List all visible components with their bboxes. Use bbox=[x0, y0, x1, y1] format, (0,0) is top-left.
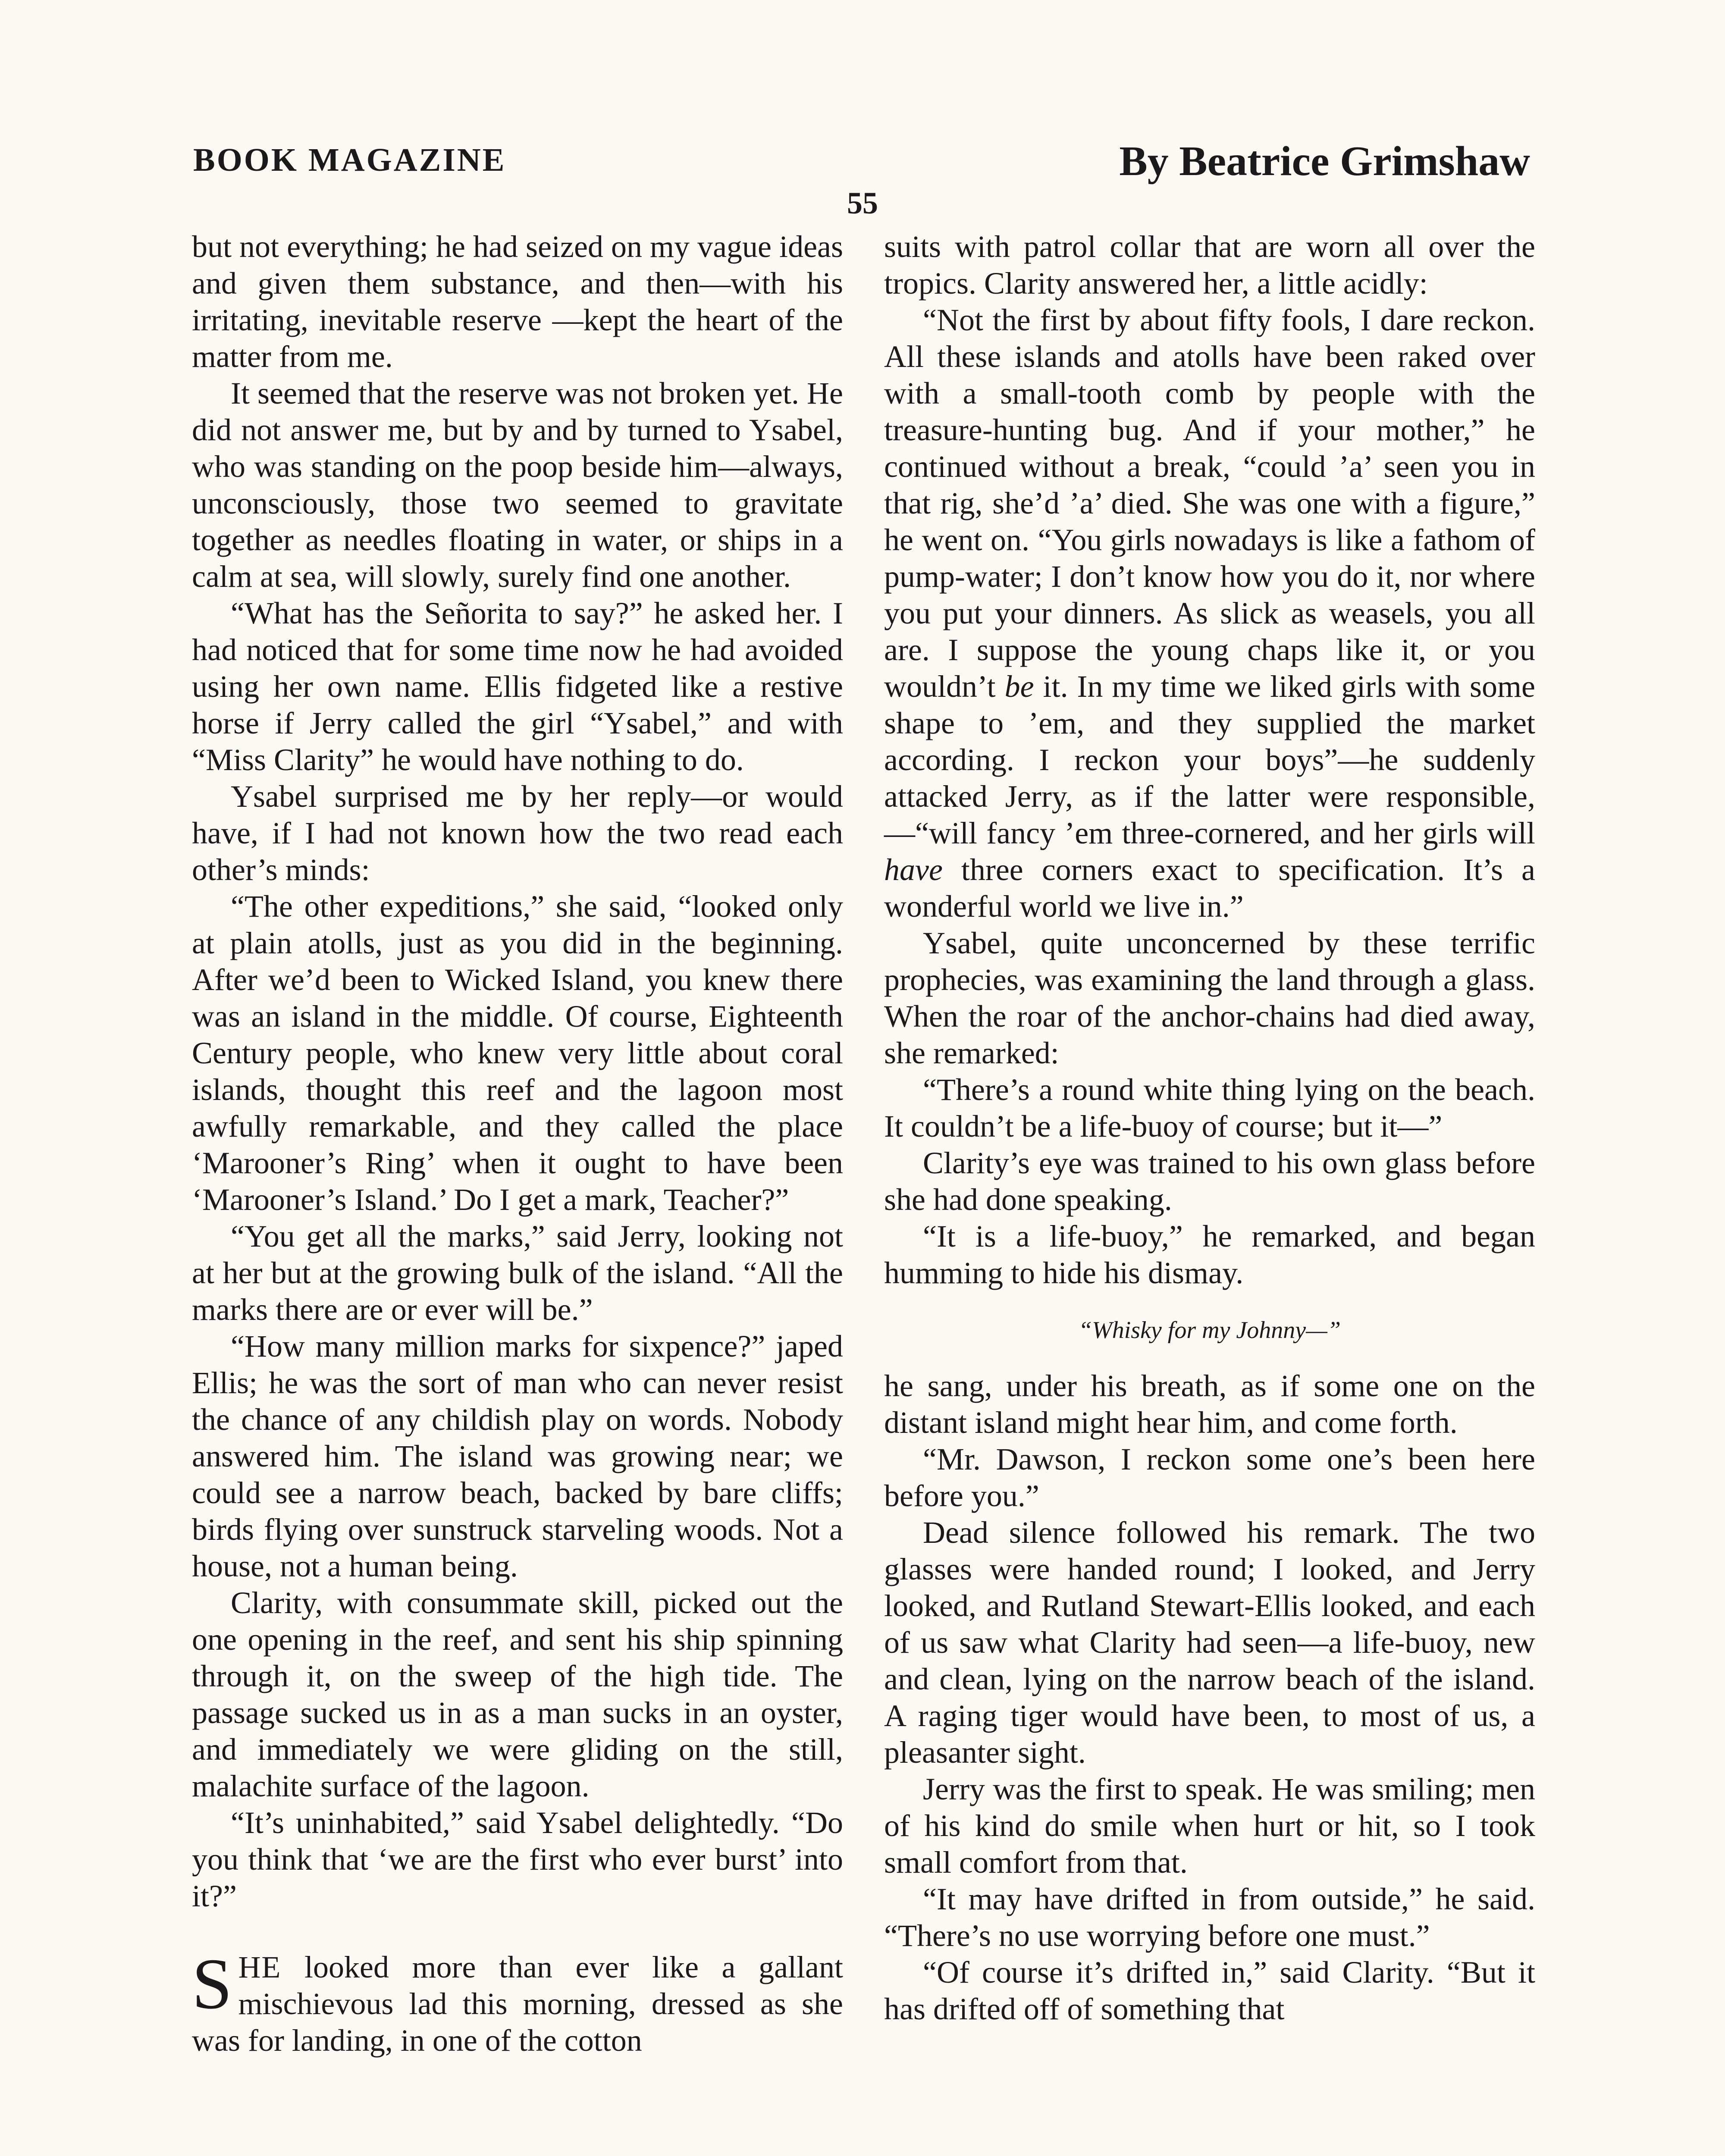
paragraph-text: it. In my time we liked girls with some shape to ’em, and they supplied the market according. I reckon your boys”—he suddenly attacked Jerry, as if the latter were responsible,—“will fancy ’em three-cornered, and her girls will bbox=[884, 669, 1535, 850]
paragraph: Clarity’s eye was trained to his own glass before she had done speaking. bbox=[884, 1146, 1535, 1217]
right-column bbox=[884, 229, 1535, 2028]
paragraph: “What has the Señorita to say?” he asked her. I had noticed that for some time now he had avoided using her own name. Ellis fidgeted like a restive horse if Jerry called the girl “Ysabel,” and with “Miss Clarity” he would have nothing to do. bbox=[192, 596, 843, 777]
paragraph: “It may have drifted in from outside,” he said. “There’s no use worrying before one must.” bbox=[884, 1882, 1535, 1953]
drop-cap: S bbox=[192, 1944, 232, 2024]
paragraph: “How many million marks for sixpence?” japed Ellis; he was the sort of man who can never resist the chance of any childish play on words. Nobody answered him. The island was growing near; we could see a narrow beach, backed by bare cliffs; birds flying over sunstruck starveling woods. Not a house, not a human being. bbox=[192, 1329, 843, 1583]
paragraph: but not everything; he had seized on my vague ideas and given them substance, and then—with his irritating, inevitable reserve —kept the heart of the matter from me. bbox=[192, 229, 843, 374]
paragraph: Ysabel surprised me by her reply—or would have, if I had not known how the two read each other’s minds: bbox=[192, 779, 843, 887]
paragraph: Ysabel, quite unconcerned by these terrific prophecies, was examining the land through a glass. When the roar of the anchor-chains had died away, she remarked: bbox=[884, 926, 1535, 1070]
paragraph: he sang, under his breath, as if some one on the distant island might hear him, and come forth. bbox=[884, 1369, 1535, 1440]
paragraph: “It is a life-buoy,” he remarked, and began humming to hide his dismay. bbox=[884, 1219, 1535, 1290]
emphasis-text: have bbox=[884, 852, 943, 887]
paragraph-text: three corners exact to specification. It’s a wonderful world we live in.” bbox=[884, 852, 1535, 924]
running-header-magazine: BOOK MAGAZINE bbox=[193, 142, 506, 178]
lead-word: HE bbox=[238, 1950, 282, 1984]
paragraph: “It’s uninhabited,” said Ysabel delightedly. “Do you think that ‘we are the first who ever burst’ into it?” bbox=[192, 1805, 843, 1913]
paragraph: Dead silence followed his remark. The two glasses were handed round; I looked, and Jerry looked, and Rutland Stewart-Ellis looked, and each of us saw what Clarity had seen—a life-buoy, new and clean, lying on the narrow beach of the island. A raging tiger would have been, to most of us, a pleasanter sight. bbox=[884, 1515, 1535, 1770]
section-opening-paragraph bbox=[192, 1944, 843, 2059]
paragraph-text: “Not the first by about fifty fools, I dare reckon. All these islands and atolls have been raked over with a small-tooth comb by people with the treasure-hunting bug. And if your mother,” he continued without a break, “could ’a’ seen you in that rig, she’d ’a’ died. She was one with a figure,” he went on. “You girls nowadays is like a fathom of pump-water; I don’t know how you do it, nor where you put your dinners. As slick as weasels, you all are. I suppose the young chaps like it, or you wouldn’t bbox=[884, 303, 1535, 704]
running-header-author: By Beatrice Grimshaw bbox=[1119, 138, 1530, 185]
paragraph: “Mr. Dawson, I reckon some one’s been here before you.” bbox=[884, 1442, 1535, 1513]
paragraph: It seemed that the reserve was not broken yet. He did not answer me, but by and by turned to Ysabel, who was standing on the poop beside him—always, unconsciously, those two seemed to gravitate together as needles floating in water, or ships in a calm at sea, will slowly, surely find one another. bbox=[192, 376, 843, 594]
paragraph: Jerry was the first to speak. He was smiling; men of his kind do smile when hurt or hit, so I took small comfort from that. bbox=[884, 1772, 1535, 1880]
paragraph: “There’s a round white thing lying on the beach. It couldn’t be a life-buoy of course; but it—” bbox=[884, 1072, 1535, 1144]
emphasis-text: be bbox=[1004, 669, 1034, 704]
paragraph: suits with patrol collar that are worn all over the tropics. Clarity answered her, a little acidly: bbox=[884, 229, 1535, 301]
paragraph-text: looked more than ever like a gallant mischievous lad this morning, dressed as she was for landing, in one of the cotton bbox=[192, 1950, 843, 2058]
page-number: 55 bbox=[847, 186, 878, 220]
paragraph: Clarity, with consummate skill, picked out the one opening in the reef, and sent his ship spinning through it, on the sweep of the high tide. The passage sucked us in as a man sucks in an oyster, and immediately we were gliding on the still, malachite surface of the lagoon. bbox=[192, 1586, 843, 1803]
left-column bbox=[192, 229, 843, 2059]
paragraph: “The other expeditions,” she said, “looked only at plain atolls, just as you did in the beginning. After we’d been to Wicked Island, you knew there was an island in the middle. Of course, Eighteenth Century people, who knew very little about coral islands, thought this reef and the lagoon most awfully remarkable, and they called the place ‘Marooner’s Ring’ when it ought to have been ‘Marooner’s Island.’ Do I get a mark, Teacher?” bbox=[192, 889, 843, 1217]
paragraph bbox=[884, 302, 1535, 925]
paragraph: “You get all the marks,” said Jerry, looking not at her but at the growing bulk of the island. “All the marks there are or ever will be.” bbox=[192, 1219, 843, 1327]
paragraph: “Of course it’s drifted in,” said Clarity. “But it has drifted off of something that bbox=[884, 1955, 1535, 2026]
song-line: “Whisky for my Johnny—” bbox=[1078, 1317, 1341, 1344]
